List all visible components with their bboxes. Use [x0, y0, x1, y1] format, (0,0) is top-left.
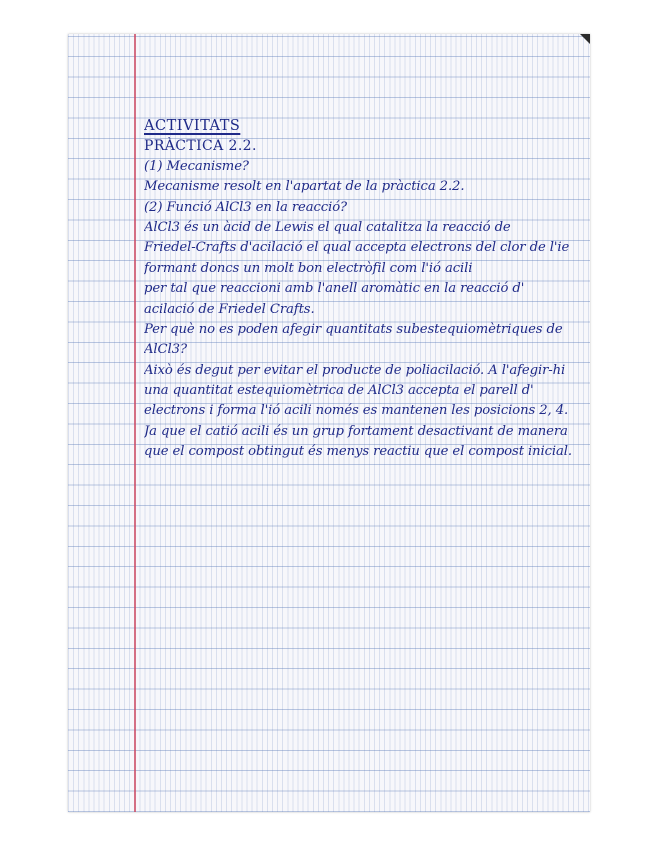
answer-2-line-1: AlCl3 és un àcid de Lewis el qual catalitza la reacció de	[144, 219, 511, 235]
page-corner-mark	[580, 34, 590, 44]
notebook-page	[68, 34, 590, 812]
answer-3-line-2: una quantitat estequiomètrica de AlCl3 accepta el parell d'	[144, 383, 534, 399]
answer-3-line-5: que el compost obtingut és menys reactiu que el compost inicial.	[144, 444, 572, 460]
question-2: (2) Funció AlCl3 en la reacció?	[144, 199, 348, 215]
answer-1: Mecanisme resolt en l'apartat de la pràctica 2.2.	[144, 179, 465, 195]
notes-subtitle: PRÀCTICA 2.2.	[144, 138, 257, 155]
page-margin-line	[134, 34, 136, 812]
handwritten-notes	[144, 116, 590, 463]
question-3-line-2: AlCl3?	[144, 342, 187, 358]
answer-3-line-3: electrons i forma l'ió acili només es mantenen les posicions 2, 4.	[144, 403, 569, 419]
answer-3-line-4: Ja que el catió acili és un grup fortament desactivant de manera	[144, 423, 568, 439]
question-3-line-1: Per què no es poden afegir quantitats subestequiomètriques de	[144, 321, 563, 337]
notes-title: ACTIVITATS	[144, 118, 241, 134]
answer-2-line-3: formant doncs un molt bon electròfil com l'ió acili	[144, 260, 473, 276]
answer-3-line-1: Això és degut per evitar el producte de poliacilació. A l'afegir-hi	[144, 362, 566, 378]
answer-2-line-2: Friedel-Crafts d'acilació el qual accepta electrons del clor de l'ie	[144, 240, 570, 256]
answer-2-line-5: acilació de Friedel Crafts.	[144, 301, 315, 317]
question-1: (1) Mecanisme?	[144, 158, 249, 174]
answer-2-line-4: per tal que reaccioni amb l'anell aromàtic en la reacció d'	[144, 281, 525, 297]
